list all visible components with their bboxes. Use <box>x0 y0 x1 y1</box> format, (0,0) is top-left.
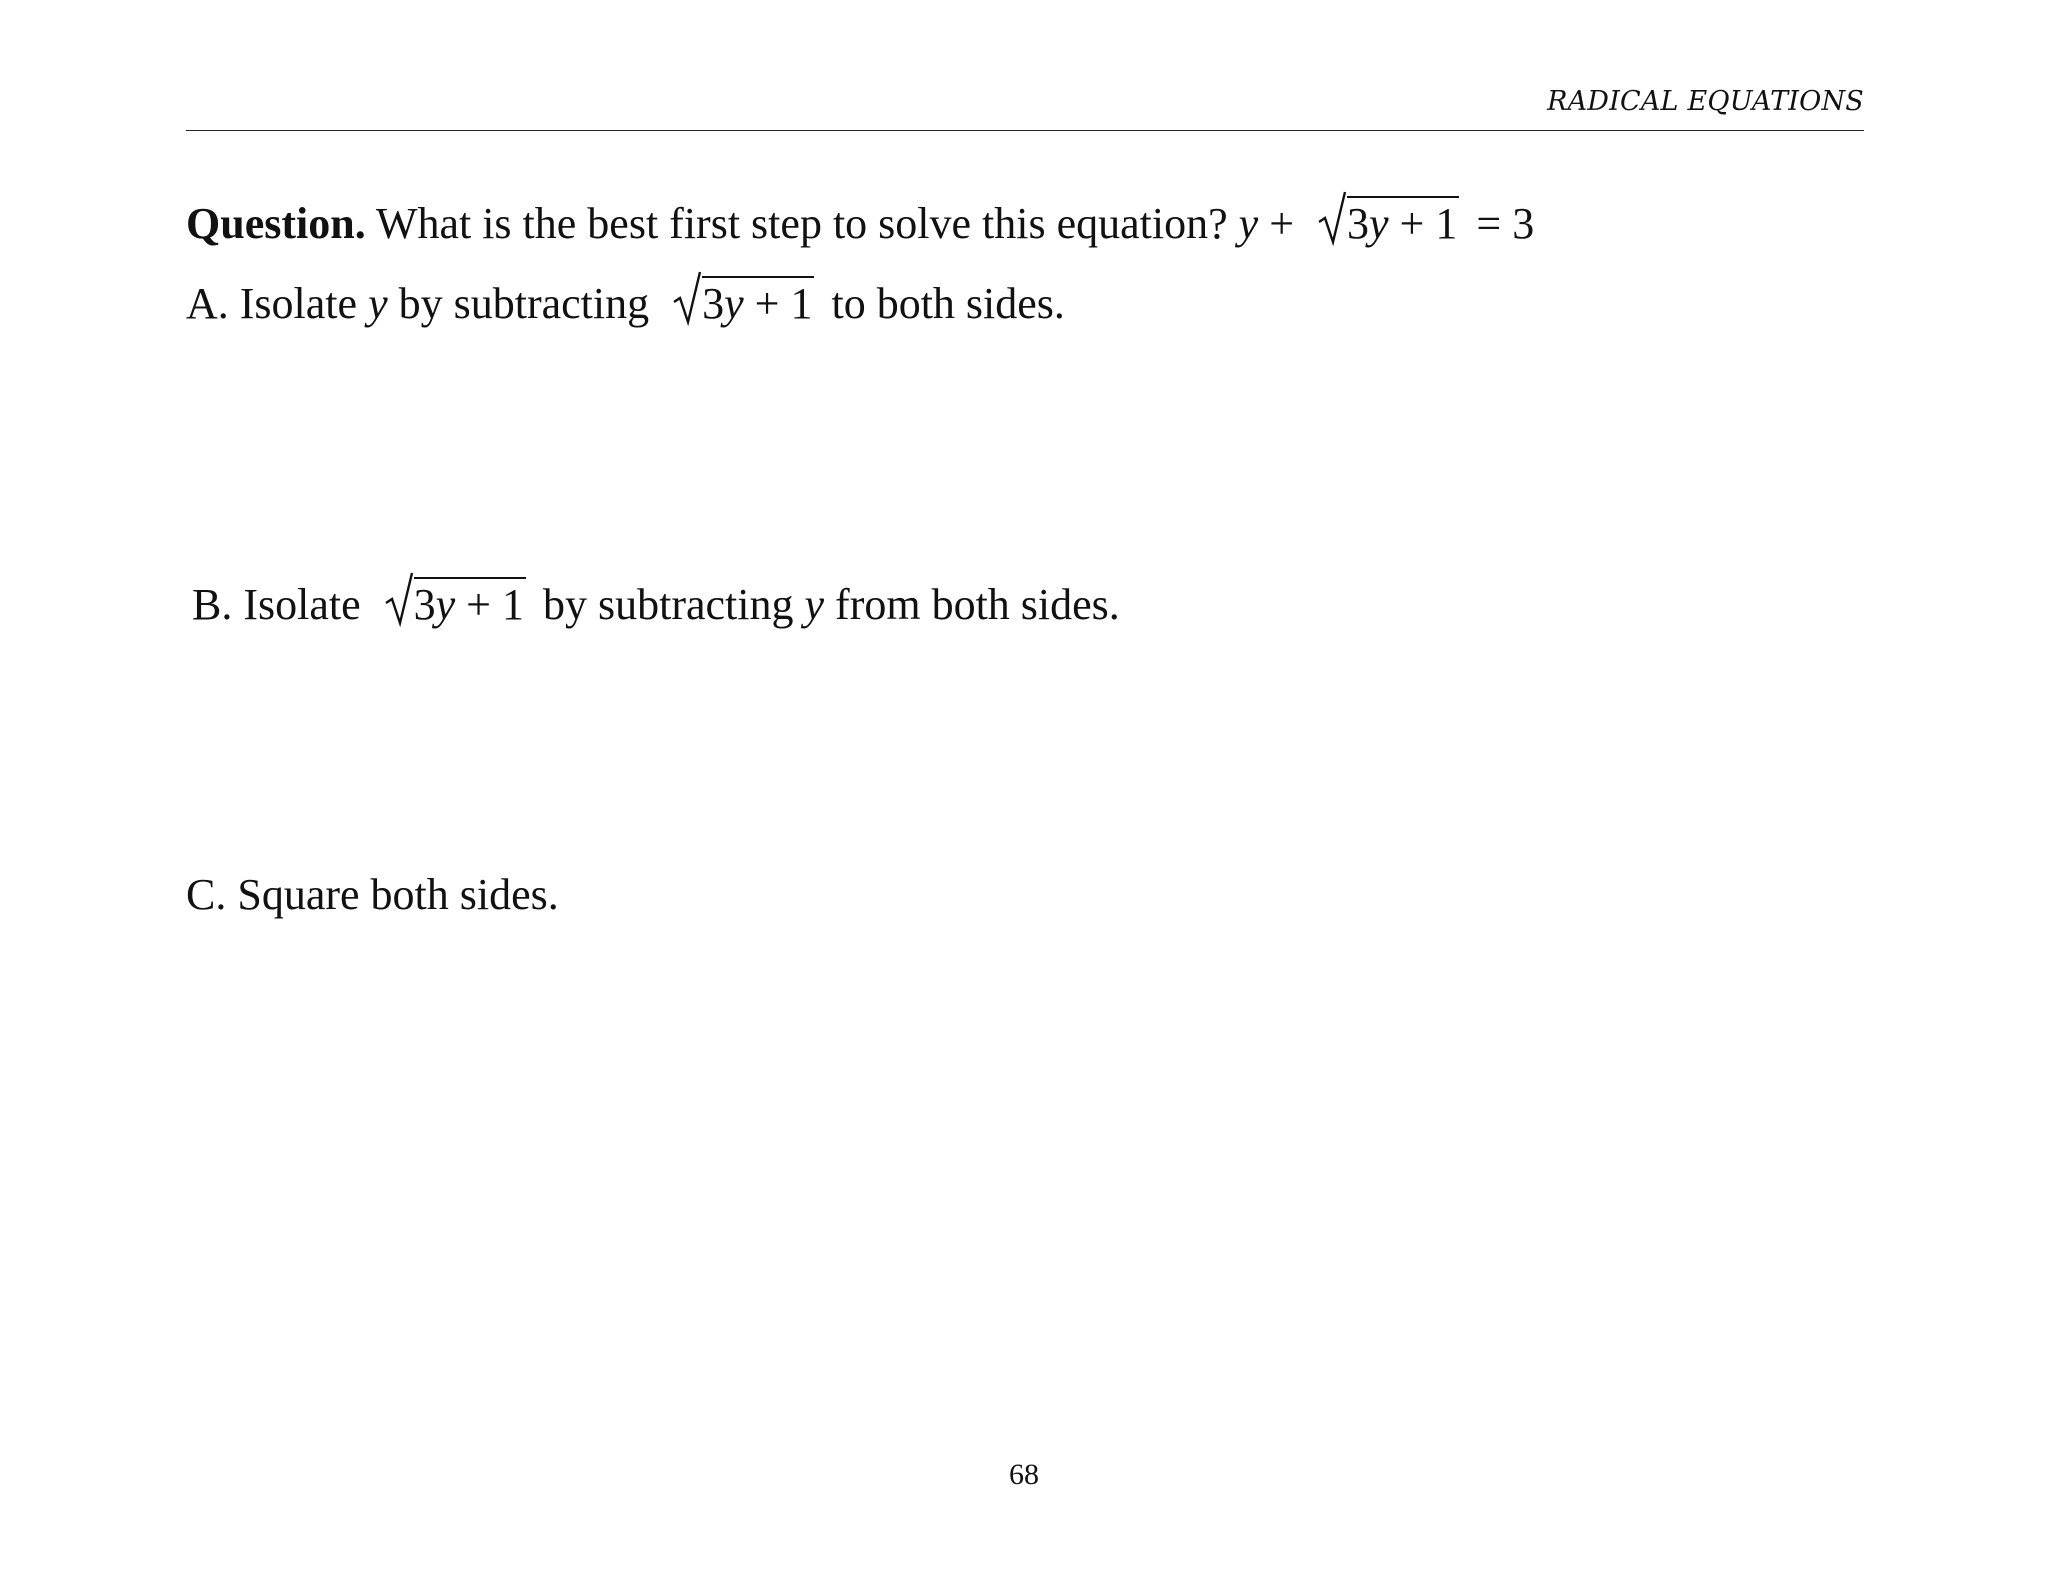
question-text: What is the best first step to solve this equation? <box>375 199 1228 248</box>
running-head: RADICAL EQUATIONS <box>1547 86 1864 117</box>
option-c-text: C. Square both sides. <box>186 870 559 919</box>
option-b-radicand: 3y + 1 <box>414 577 526 627</box>
equation-rhs: = 3 <box>1476 199 1535 248</box>
option-b-prefix: B. Isolate <box>192 580 361 629</box>
question-line <box>186 196 1534 246</box>
option-c <box>186 870 559 919</box>
question-label: Question. <box>186 199 366 248</box>
radical-sign-icon <box>1317 190 1347 246</box>
radical-sign-icon <box>672 270 702 326</box>
option-a-radical <box>672 276 814 326</box>
option-b <box>192 577 1120 627</box>
equation-radical <box>1317 196 1459 246</box>
option-a-suffix: to both sides. <box>831 279 1065 328</box>
equation-variable: y <box>1238 199 1259 248</box>
option-a <box>186 276 1065 326</box>
radical-sign-icon <box>384 571 414 627</box>
equation-plus: + <box>1269 199 1295 248</box>
option-a-middle: by subtracting <box>398 279 650 328</box>
page-header <box>186 86 1864 131</box>
option-b-middle: by subtracting <box>543 580 794 629</box>
page-number: 68 <box>1009 1458 1039 1491</box>
option-a-radicand: 3y + 1 <box>702 276 814 326</box>
option-b-radical <box>384 577 526 627</box>
option-a-variable: y <box>368 279 388 328</box>
option-a-prefix: A. Isolate <box>186 279 358 328</box>
equation-radicand: 3y + 1 <box>1347 196 1459 246</box>
option-b-variable: y <box>804 580 825 629</box>
option-b-suffix: from both sides. <box>835 580 1120 629</box>
